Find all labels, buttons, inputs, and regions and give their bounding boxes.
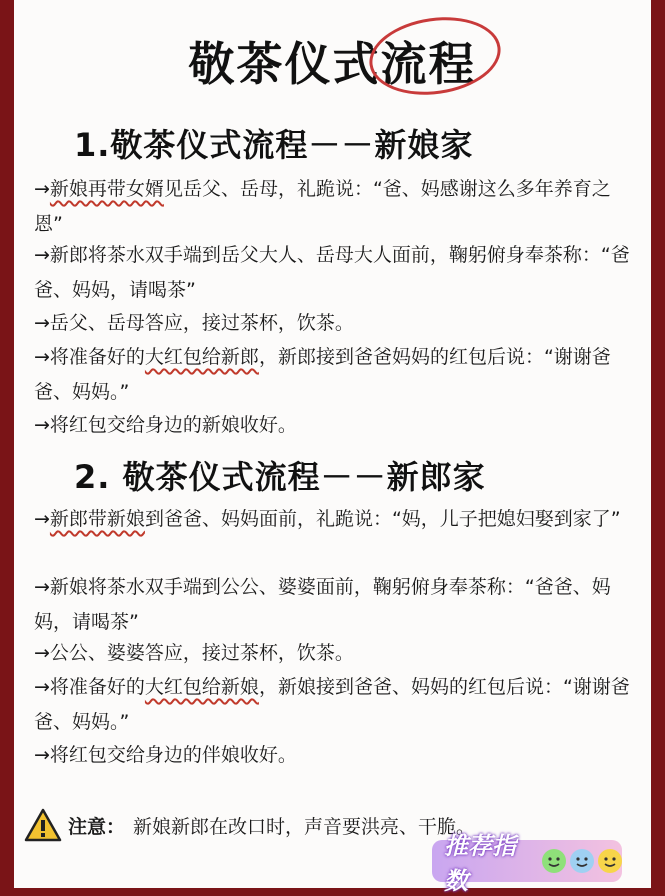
highlighted-text: 新娘再带女婿 xyxy=(49,178,164,200)
title-circled-text: 流程 xyxy=(380,37,477,91)
section-1-line-1 xyxy=(34,172,632,242)
page-title xyxy=(14,28,651,94)
note-label: 注意： xyxy=(68,815,126,838)
section-1-line-3 xyxy=(34,306,632,341)
section-2-line-4 xyxy=(34,670,632,740)
line-text: →新郎将茶水双手端到岳父大人、岳母大人面前，鞠躬俯身奉茶称：“爸爸、妈妈，请喝茶” xyxy=(34,244,630,301)
line-text: →将准备好的 xyxy=(34,676,145,698)
smile-emoji-icon xyxy=(598,849,622,873)
line-text: →将准备好的 xyxy=(34,346,145,368)
highlighted-text: 大红包给新娘 xyxy=(144,676,259,698)
document-page xyxy=(14,0,651,895)
section-2-line-2 xyxy=(34,570,632,640)
line-text: →公公、婆婆答应，接过茶杯，饮茶。 xyxy=(34,642,354,664)
section-2-line-3 xyxy=(34,636,632,671)
line-text: → xyxy=(34,178,50,200)
note-row xyxy=(24,808,475,842)
title-prefix: 敬茶仪式 xyxy=(188,37,381,91)
smile-emoji-icon xyxy=(542,849,566,873)
highlighted-text: 新郎带新娘 xyxy=(49,508,145,530)
section-1-line-2 xyxy=(34,238,632,308)
badge-text: 推荐指数 xyxy=(444,832,516,895)
note-text: 新娘新郎在改口时，声音要洪亮、干脆。 xyxy=(133,815,476,838)
title-circled-word xyxy=(381,28,477,94)
section-1-line-5 xyxy=(34,408,632,443)
line-text: 到爸爸、妈妈面前，礼跪说：“妈，儿子把媳妇娶到家了” xyxy=(144,508,621,530)
line-text: →新娘将茶水双手端到公公、婆婆面前，鞠躬俯身奉茶称：“爸爸、妈妈，请喝茶” xyxy=(34,576,611,633)
warning-icon xyxy=(24,808,62,842)
line-text: ，新娘接到爸爸、妈妈的红包后说：“谢谢爸爸、妈妈。” xyxy=(34,676,630,733)
smile-emoji-icon xyxy=(570,849,594,873)
line-text: → xyxy=(34,508,50,530)
section-2-line-5 xyxy=(34,738,632,773)
recommend-badge xyxy=(432,832,622,895)
line-text: →岳父、岳母答应，接过茶杯，饮茶。 xyxy=(34,312,354,334)
line-text: ，新郎接到爸爸妈妈的红包后说：“谢谢爸爸、妈妈。” xyxy=(34,346,611,403)
section-1-line-4 xyxy=(34,340,632,410)
section-2-heading: 2. 敬茶仪式流程－－新郎家 xyxy=(74,458,486,496)
section-2-line-1 xyxy=(34,502,632,537)
line-text: →将红包交给身边的新娘收好。 xyxy=(34,414,297,436)
line-text: 见岳父、岳母，礼跪说：“爸、妈感谢这么多年养育之恩” xyxy=(34,178,611,235)
line-text: →将红包交给身边的伴娘收好。 xyxy=(34,744,297,766)
highlighted-text: 大红包给新郎 xyxy=(144,346,259,368)
section-1-heading: 1.敬茶仪式流程－－新娘家 xyxy=(74,126,474,164)
